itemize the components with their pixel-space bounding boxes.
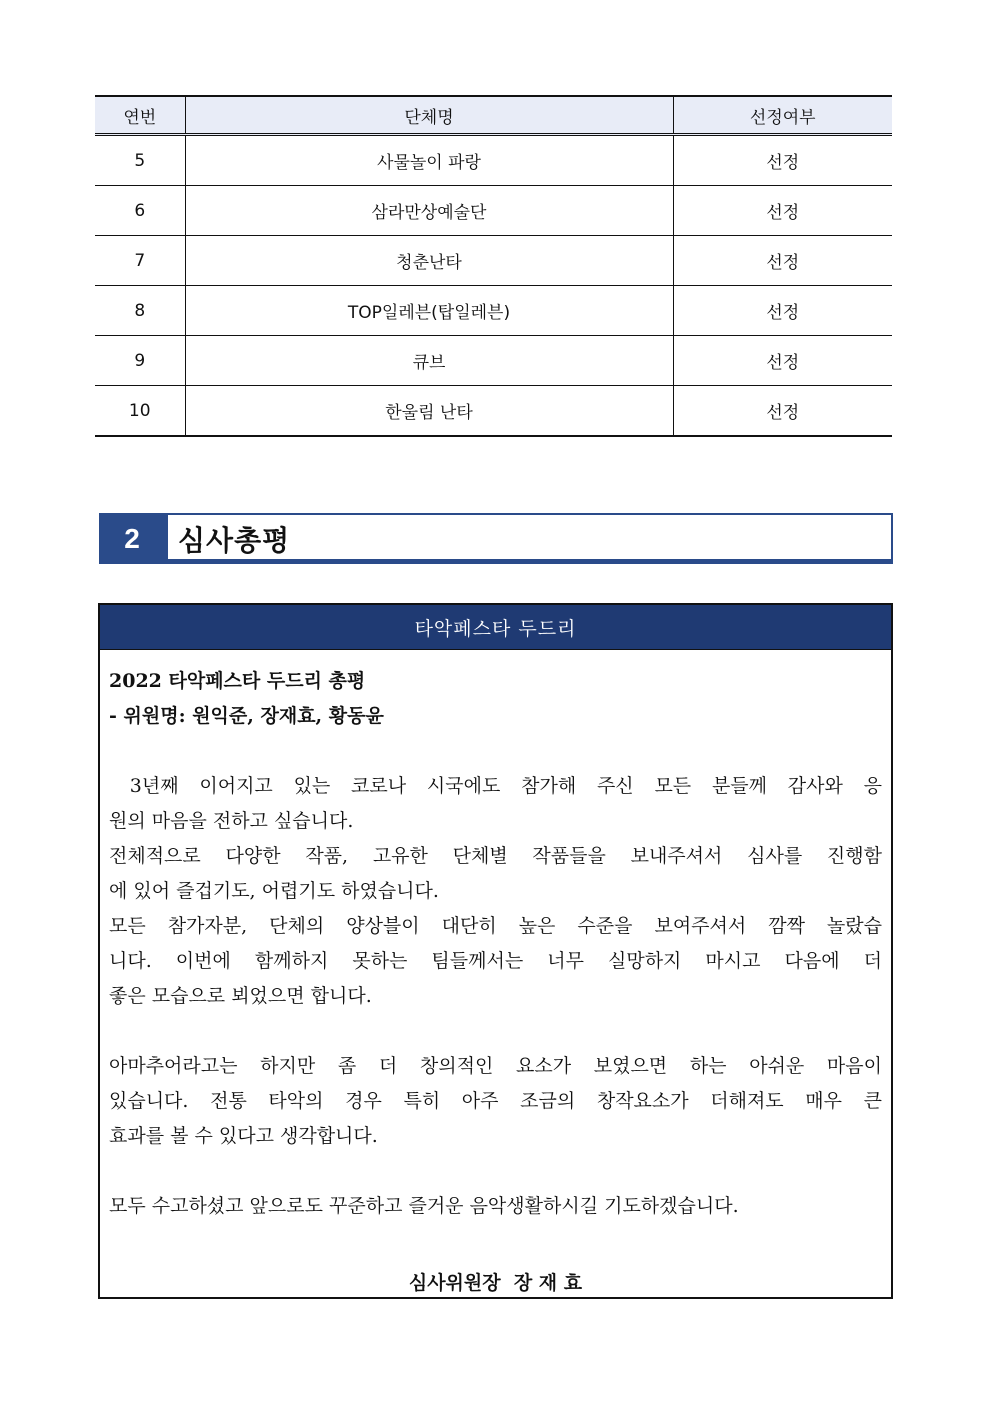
row-number: 9 bbox=[95, 336, 185, 386]
paragraph-line: 있습니다. 전통 타악의 경우 특히 아주 조금의 창작요소가 더해져도 매우 큰 bbox=[109, 1090, 882, 1112]
review-title: 2022 타악페스타 두드리 총평 bbox=[109, 670, 366, 692]
paragraph-line: 에 있어 즐겁기도, 어렵기도 하였습니다. bbox=[109, 880, 439, 902]
row-selection-status: 선정 bbox=[673, 236, 892, 286]
row-selection-status: 선정 bbox=[673, 386, 892, 437]
row-group-name: 큐브 bbox=[185, 336, 673, 386]
row-number: 10 bbox=[95, 386, 185, 437]
review-box bbox=[98, 603, 893, 1299]
paragraph-line: 니다. 이번에 함께하지 못하는 팀들께서는 너무 실망하지 마시고 다음에 더 bbox=[109, 950, 882, 972]
paragraph-line: 좋은 모습으로 뵈었으면 합니다. bbox=[109, 985, 372, 1007]
signature: 심사위원장 장 재 효 bbox=[408, 1272, 583, 1294]
table-row bbox=[95, 286, 892, 336]
row-selection-status: 선정 bbox=[673, 286, 892, 336]
row-selection-status: 선정 bbox=[673, 135, 892, 186]
paragraph-line: 3년째 이어지고 있는 코로나 시국에도 참가해 주신 모든 분들께 감사와 응 bbox=[109, 775, 882, 797]
table-row bbox=[95, 186, 892, 236]
header-number: 연번 bbox=[95, 96, 185, 135]
section-number: 2 bbox=[99, 513, 165, 564]
paragraph-line: 모두 수고하셨고 앞으로도 꾸준하고 즐거운 음악생활하시길 기도하겠습니다. bbox=[109, 1195, 739, 1217]
paragraph-line: 아마추어라고는 하지만 좀 더 창의적인 요소가 보였으면 하는 아쉬운 마음이 bbox=[109, 1055, 882, 1077]
row-group-name: 삼라만상예술단 bbox=[185, 186, 673, 236]
row-group-name: TOP일레븐(탑일레븐) bbox=[185, 286, 673, 336]
row-number: 6 bbox=[95, 186, 185, 236]
table-header-row bbox=[95, 96, 892, 135]
row-number: 5 bbox=[95, 135, 185, 186]
spacer bbox=[109, 1154, 882, 1189]
row-number: 7 bbox=[95, 236, 185, 286]
selection-table bbox=[95, 95, 892, 437]
spacer bbox=[109, 1224, 882, 1259]
paragraph-line: 모든 참가자분, 단체의 양상블이 대단히 높은 수준을 보여주셔서 깜짝 놀랐습 bbox=[109, 915, 882, 937]
spacer bbox=[109, 734, 882, 769]
header-group-name: 단체명 bbox=[185, 96, 673, 135]
review-header: 타악페스타 두드리 bbox=[100, 605, 891, 650]
row-group-name: 한울림 난타 bbox=[185, 386, 673, 437]
review-body bbox=[100, 650, 891, 1301]
header-selection: 선정여부 bbox=[673, 96, 892, 135]
section-title: 심사총평 bbox=[178, 524, 291, 556]
paragraph-line: 원의 마음을 전하고 싶습니다. bbox=[109, 810, 354, 832]
section-title-box bbox=[165, 513, 893, 564]
table-row bbox=[95, 386, 892, 437]
review-committee: - 위원명: 원익준, 장재효, 황동윤 bbox=[109, 705, 384, 727]
row-number: 8 bbox=[95, 286, 185, 336]
row-group-name: 사물놀이 파랑 bbox=[185, 135, 673, 186]
row-group-name: 청춘난타 bbox=[185, 236, 673, 286]
table-row bbox=[95, 336, 892, 386]
row-selection-status: 선정 bbox=[673, 186, 892, 236]
paragraph-line: 효과를 볼 수 있다고 생각합니다. bbox=[109, 1125, 378, 1147]
spacer bbox=[109, 1014, 882, 1049]
table-row bbox=[95, 236, 892, 286]
section-header bbox=[99, 513, 893, 564]
paragraph-line: 전체적으로 다양한 작품, 고유한 단체별 작품들을 보내주셔서 심사를 진행함 bbox=[109, 845, 882, 867]
table-row bbox=[95, 135, 892, 186]
row-selection-status: 선정 bbox=[673, 336, 892, 386]
